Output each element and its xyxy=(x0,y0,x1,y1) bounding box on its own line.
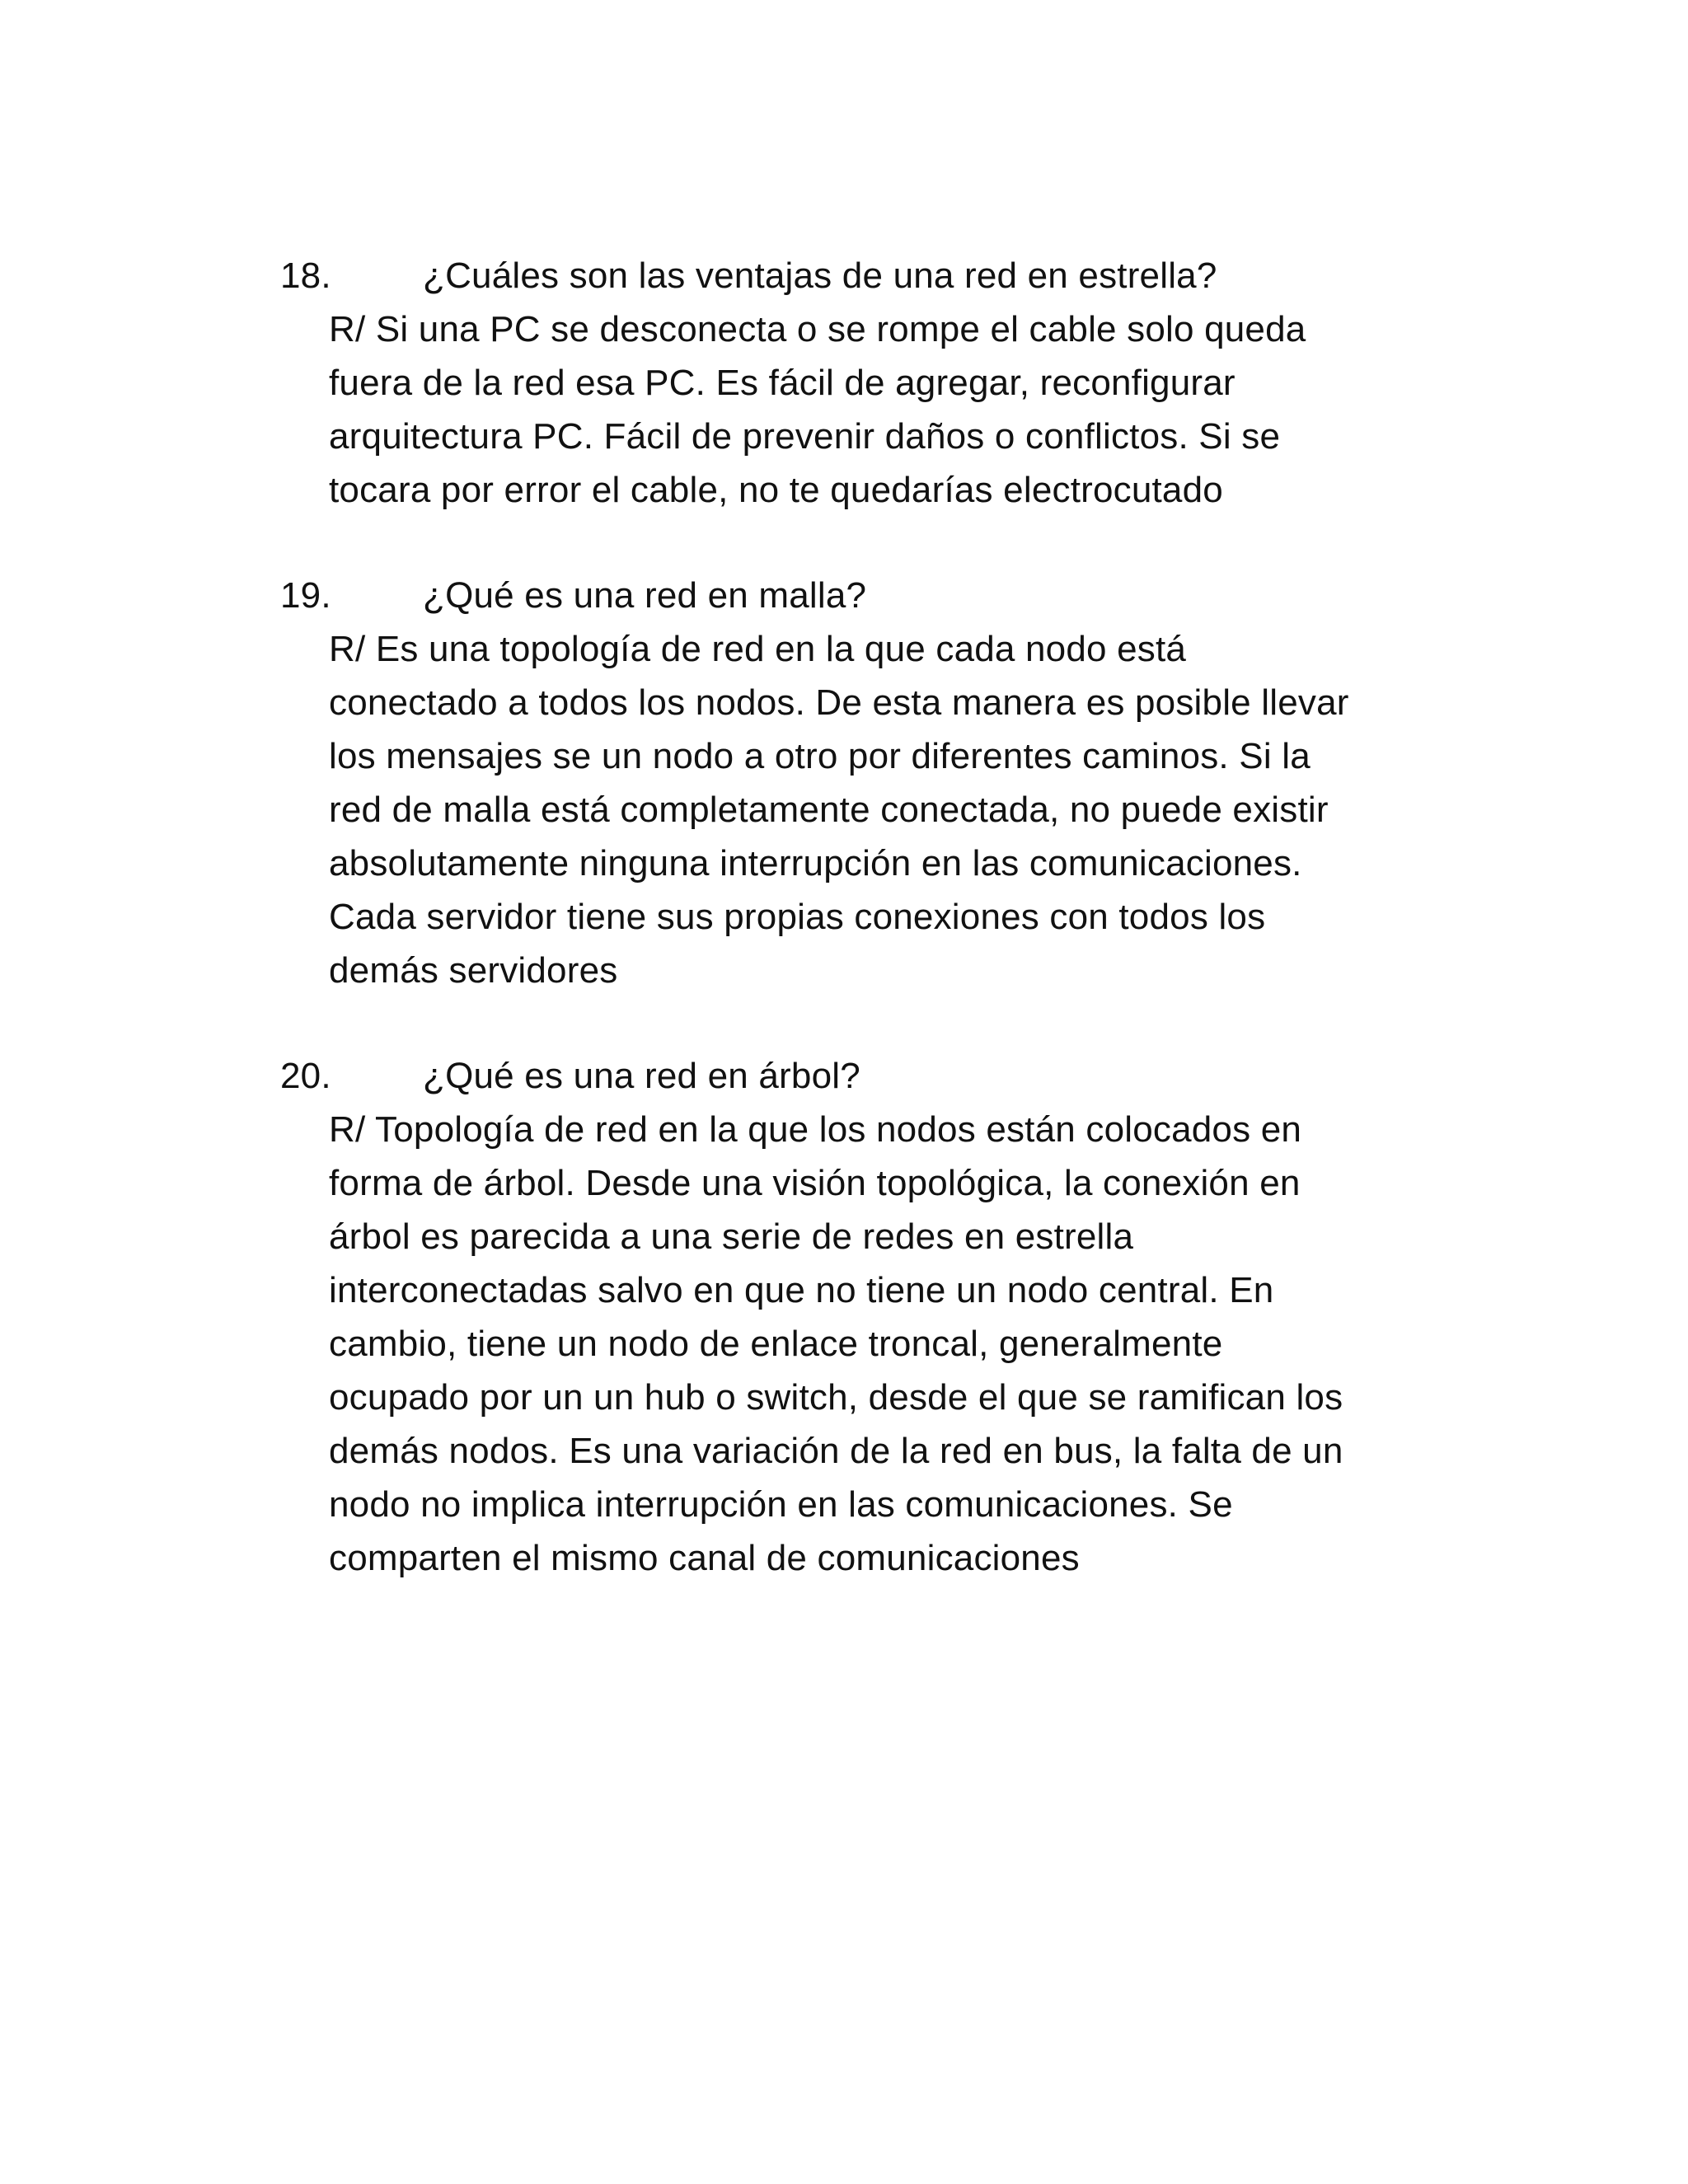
answer-line: ocupado por un un hub o switch, desde el que se ramifican los xyxy=(329,1377,1343,1418)
question-line xyxy=(280,1049,1451,1103)
answer-line: nodo no implica interrupción en las comunicaciones. Se xyxy=(329,1484,1233,1525)
question-line xyxy=(280,249,1451,302)
answer-line: forma de árbol. Desde una visión topológica, la conexión en xyxy=(329,1163,1301,1203)
answer-block xyxy=(329,1103,1451,1585)
answer-line: interconectadas salvo en que no tiene un nodo central. En xyxy=(329,1270,1274,1310)
answer-line: demás servidores xyxy=(329,950,618,991)
question-number: 19. xyxy=(280,575,331,616)
answer-line: cambio, tiene un nodo de enlace troncal, generalmente xyxy=(329,1324,1223,1364)
question-number: 20. xyxy=(280,1056,331,1096)
answer-line: árbol es parecida a una serie de redes en estrella xyxy=(329,1216,1134,1257)
question-text: ¿Cuáles son las ventajas de una red en estrella? xyxy=(423,255,1217,296)
answer-line: R/ Es una topología de red en la que cada nodo está xyxy=(329,629,1187,669)
qa-item-19 xyxy=(280,569,1451,997)
question-line xyxy=(280,569,1451,622)
answer-block xyxy=(329,302,1451,517)
answer-line: fuera de la red esa PC. Es fácil de agregar, reconfigurar xyxy=(329,363,1236,403)
qa-item-20 xyxy=(280,1049,1451,1585)
answer-line: Cada servidor tiene sus propias conexiones con todos los xyxy=(329,897,1266,937)
qa-item-18 xyxy=(280,249,1451,517)
question-text: ¿Qué es una red en malla? xyxy=(423,575,867,616)
answer-line: comparten el mismo canal de comunicaciones xyxy=(329,1538,1080,1578)
answer-line: R/ Si una PC se desconecta o se rompe el cable solo queda xyxy=(329,309,1306,349)
answer-line: red de malla está completamente conectada, no puede existir xyxy=(329,790,1329,830)
answer-line: absolutamente ninguna interrupción en las comunicaciones. xyxy=(329,843,1302,883)
answer-line: demás nodos. Es una variación de la red en bus, la falta de un xyxy=(329,1431,1343,1471)
qa-list xyxy=(280,249,1451,1637)
answer-line: conectado a todos los nodos. De esta manera es posible llevar xyxy=(329,682,1349,723)
answer-line: arquitectura PC. Fácil de prevenir daños o conflictos. Si se xyxy=(329,416,1281,457)
answer-block xyxy=(329,622,1451,997)
answer-line: tocara por error el cable, no te quedarías electrocutado xyxy=(329,470,1223,510)
question-text: ¿Qué es una red en árbol? xyxy=(423,1056,860,1096)
answer-line: R/ Topología de red en la que los nodos están colocados en xyxy=(329,1109,1302,1150)
question-number: 18. xyxy=(280,255,331,296)
answer-line: los mensajes se un nodo a otro por diferentes caminos. Si la xyxy=(329,736,1311,776)
